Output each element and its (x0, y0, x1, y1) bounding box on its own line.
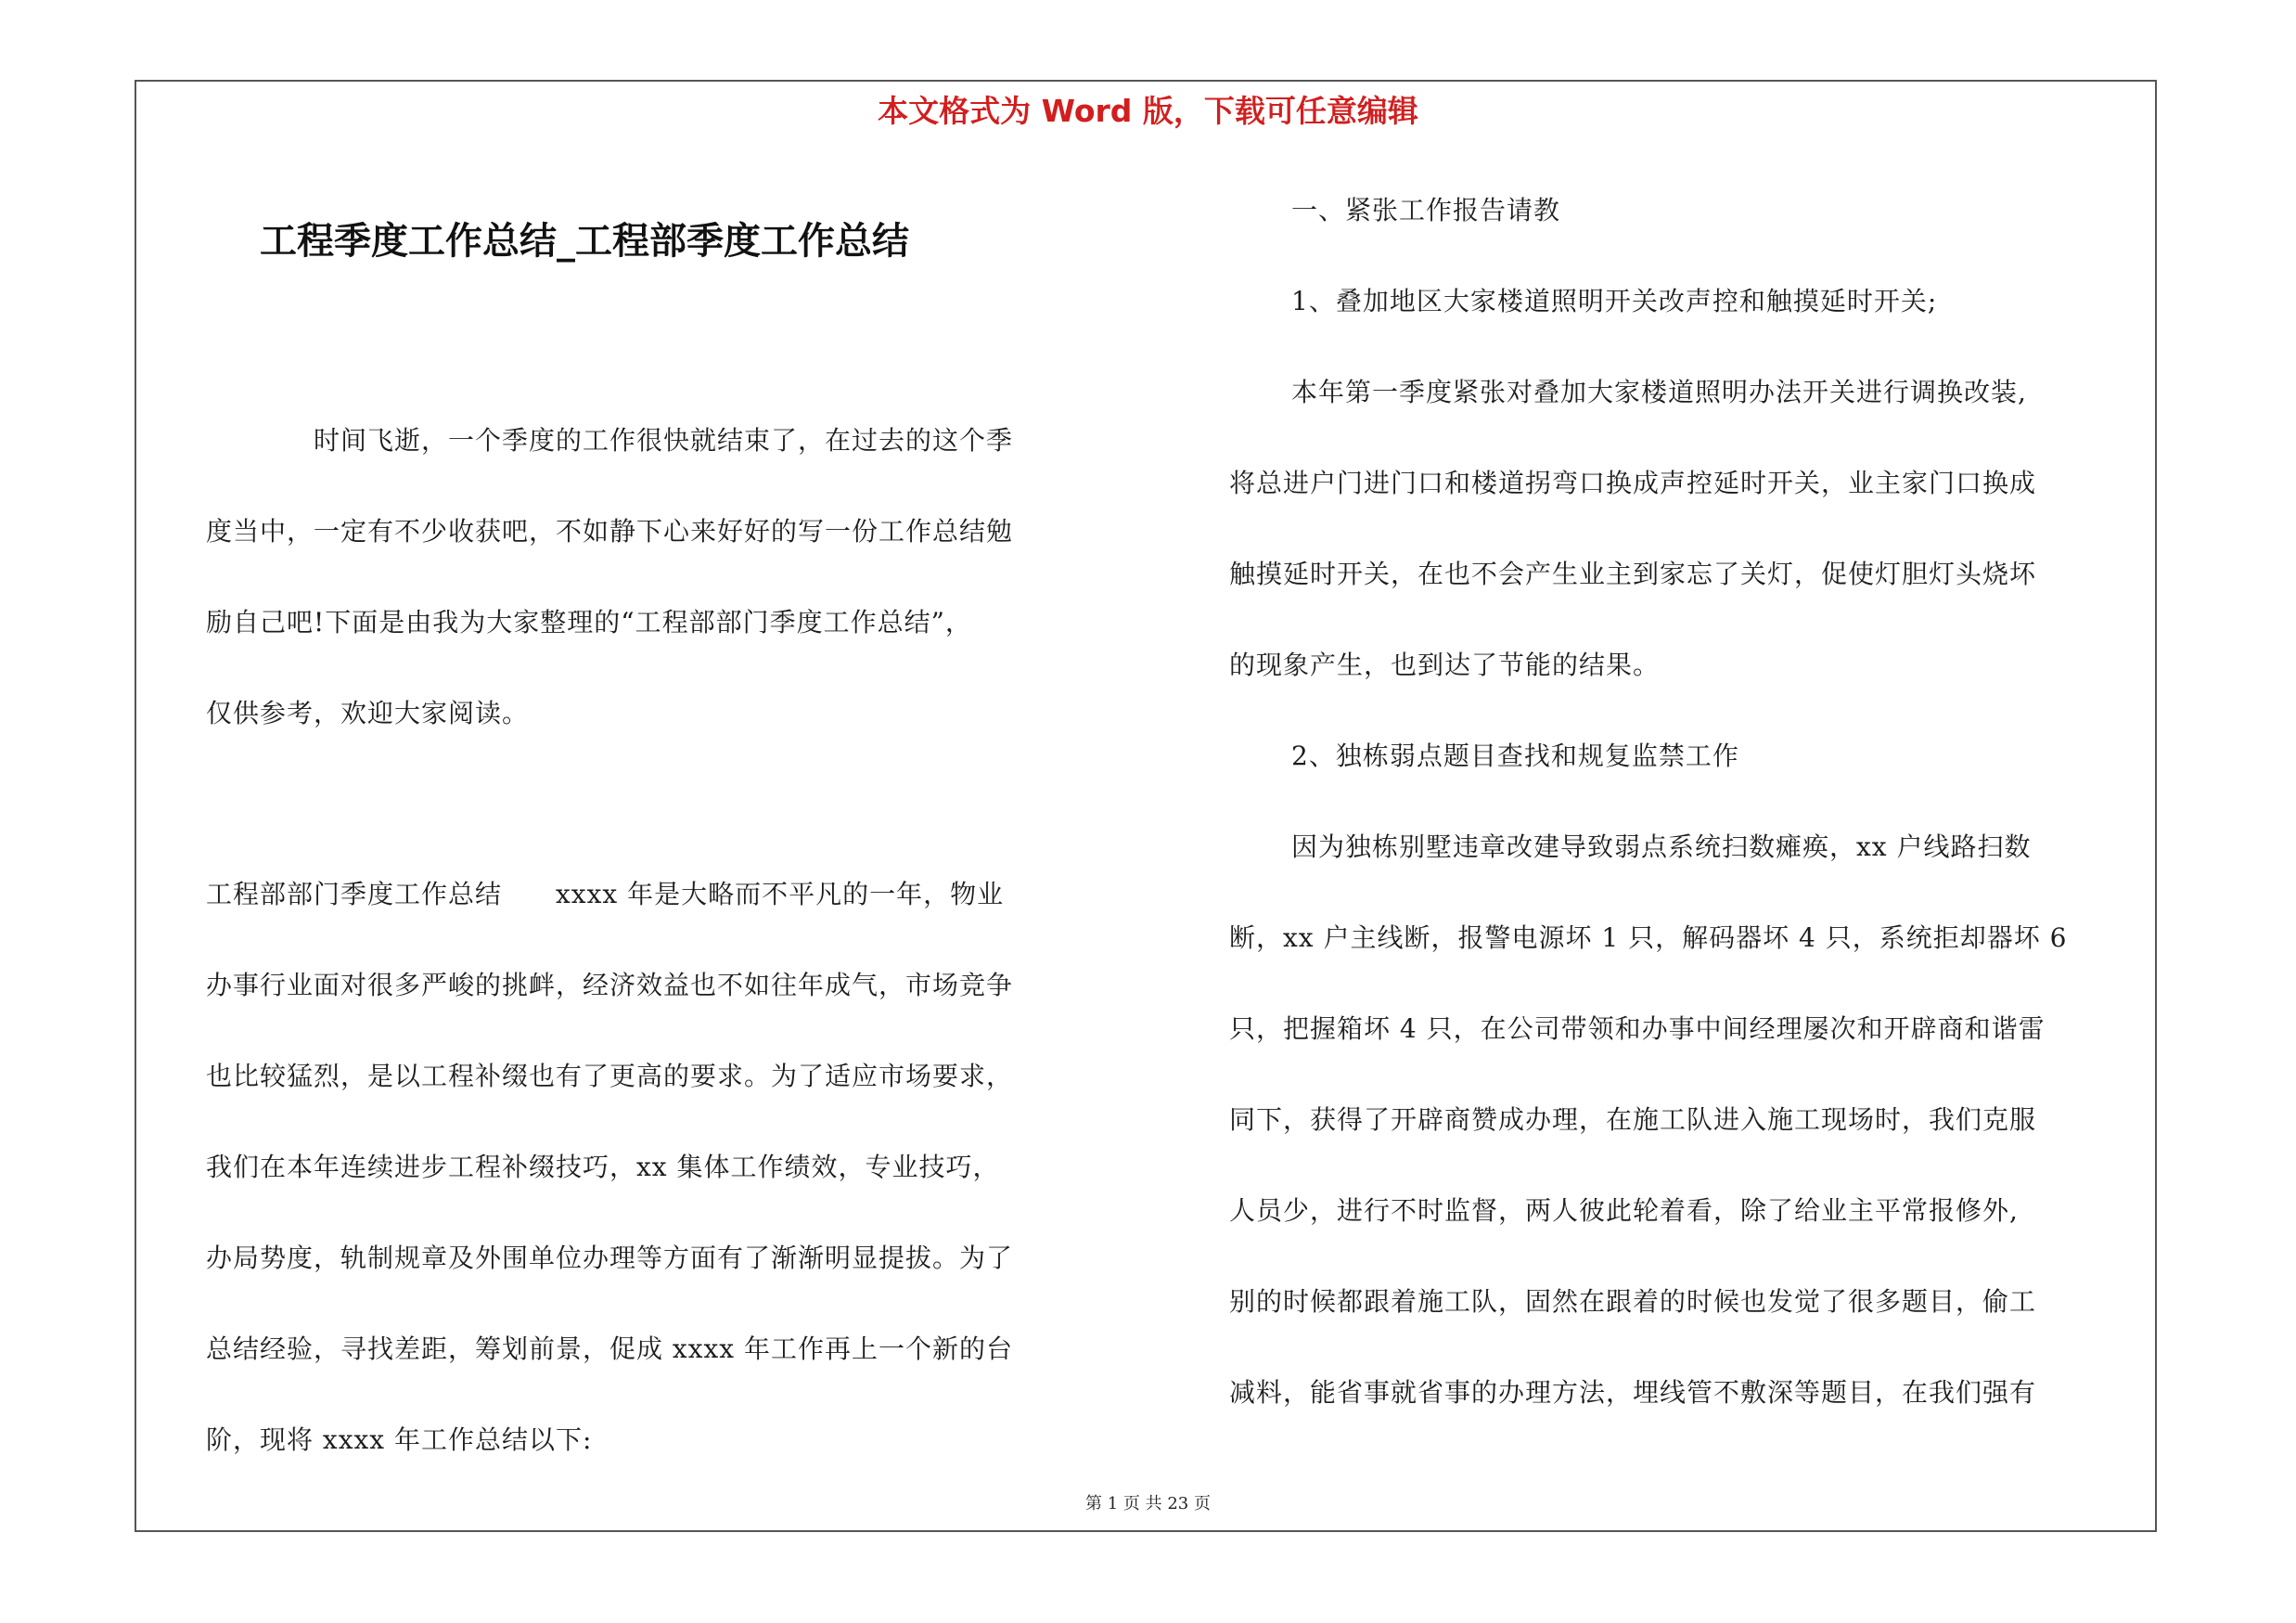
item-line: 触摸延时开关，在也不会产生业主到家忘了关灯，促使灯胆灯头烧坏 (1229, 559, 2037, 589)
item-line: 断，xx 户主线断，报警电源坏 1 只，解码器坏 4 只，系统拒却器坏 6 (1229, 922, 2068, 953)
intro-line: 仅供参考，欢迎大家阅读。 (206, 698, 530, 728)
intro-line: 励自己吧!下面是由我为大家整理的“工程部部门季度工作总结”， (206, 607, 972, 638)
item-line: 别的时候都跟着施工队，固然在跟着的时候也发觉了很多题目，偷工 (1229, 1286, 2037, 1317)
item-line: 将总进户门进门口和楼道拐弯口换成声控延时开关，业主家门口换成 (1229, 468, 2037, 498)
document-title: 工程季度工作总结_工程部季度工作总结 (260, 220, 909, 263)
section-heading: 一、紧张工作报告请教 (1291, 195, 1561, 225)
body-line: 总结经验，寻找差距，筹划前景，促成 xxxx 年工作再上一个新的台 (206, 1333, 1013, 1364)
body-line: 办局势度，轨制规章及外围单位办理等方面有了渐渐明显提拔。为了 (206, 1243, 1014, 1273)
item-line: 只，把握箱坏 4 只，在公司带领和办事中间经理屡次和开辟商和谐雷 (1229, 1013, 2046, 1044)
item-line: 减料，能省事就省事的办理方法，埋线管不敷深等题目，在我们强有 (1229, 1377, 2037, 1408)
intro-line: 时间飞逝，一个季度的工作很快就结束了，在过去的这个季 (314, 425, 1014, 456)
body-line: 阶，现将 xxxx 年工作总结以下: (206, 1424, 593, 1455)
item-line: 同下，获得了开辟商赞成办理，在施工队进入施工现场时，我们克服 (1229, 1104, 2037, 1135)
body-line: 也比较猛烈，是以工程补缀也有了更高的要求。为了适应市场要求， (206, 1061, 1014, 1091)
format-banner: 本文格式为 Word 版，下载可任意编辑 (878, 93, 1418, 129)
item-line: 人员少，进行不时监督，两人彼此轮着看，除了给业主平常报修外, (1229, 1195, 2019, 1226)
item-title: 1、叠加地区大家楼道照明开关改声控和触摸延时开关; (1291, 286, 1938, 316)
page-number-footer: 第 1 页 共 23 页 (1085, 1494, 1211, 1514)
item-line: 的现象产生，也到达了节能的结果。 (1229, 650, 1661, 680)
body-line: 办事行业面对很多严峻的挑衅，经济效益也不如往年成气，市场竞争 (206, 970, 1014, 1000)
intro-line: 度当中，一定有不少收获吧，不如静下心来好好的写一份工作总结勉 (206, 516, 1014, 547)
item-title: 2、独栋弱点题目查找和规复监禁工作 (1291, 741, 1739, 771)
body-line: 我们在本年连续进步工程补缀技巧，xx 集体工作绩效，专业技巧， (206, 1152, 1000, 1182)
item-line: 因为独栋别墅违章改建导致弱点系统扫数瘫痪，xx 户线路扫数 (1291, 831, 2032, 862)
body-line: 工程部部门季度工作总结 xxxx 年是大略而不平凡的一年，物业 (206, 879, 1005, 909)
item-line: 本年第一季度紧张对叠加大家楼道照明办法开关进行调换改装, (1291, 377, 2027, 407)
